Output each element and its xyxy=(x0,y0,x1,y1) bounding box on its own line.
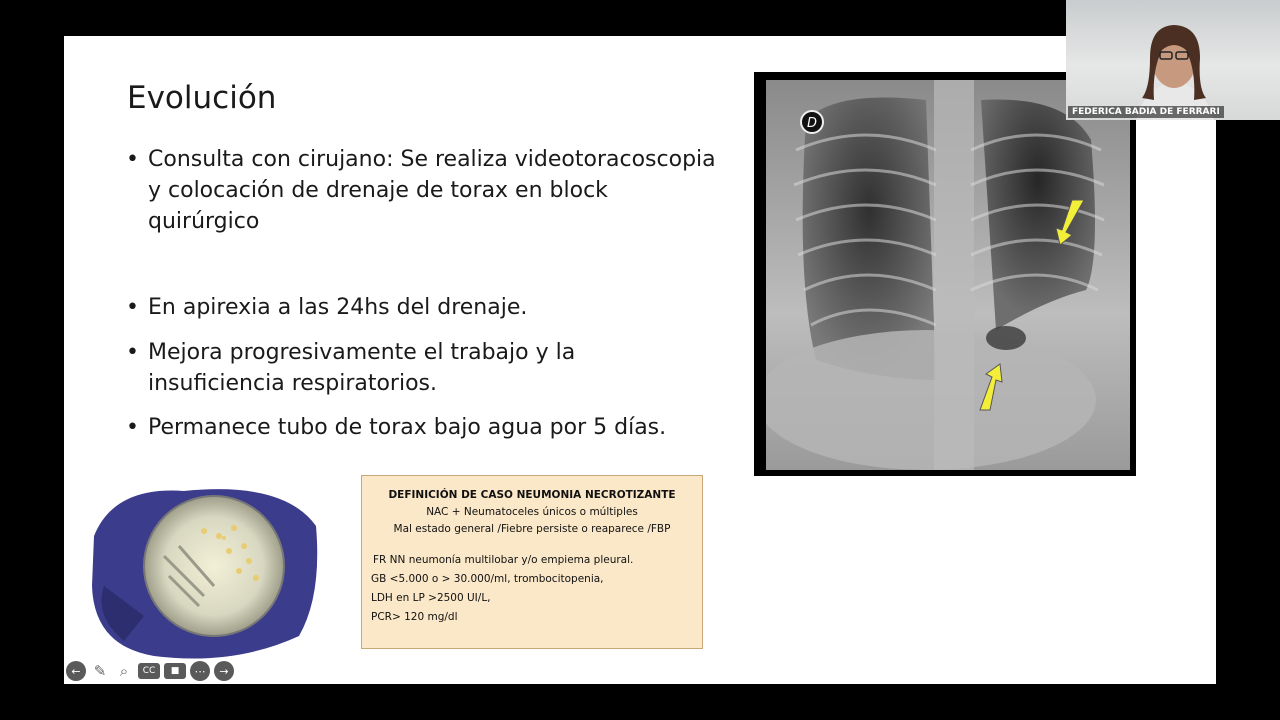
definition-line: Mal estado general /Fiebre persiste o reaparece /FBP xyxy=(393,523,671,535)
definition-line: FR NN neumonía multilobar y/o empiema pleural. xyxy=(373,554,634,566)
definition-heading: DEFINICIÓN DE CASO NEUMONIA NECROTIZANTE xyxy=(388,489,676,501)
definition-line: PCR> 120 mg/dl xyxy=(371,611,458,623)
captions-icon[interactable]: CC xyxy=(138,663,160,679)
definition-line: GB <5.000 o > 30.000/ml, trombocitopenia, xyxy=(371,573,604,585)
slide-title: Evolución xyxy=(127,80,277,116)
bullet-item: • En apirexia a las 24hs del drenaje. xyxy=(124,292,728,323)
pen-icon[interactable]: ✎ xyxy=(93,662,107,680)
participant-video-tile[interactable] xyxy=(1066,0,1280,120)
chest-xray-image xyxy=(754,72,1136,476)
xray-marker: D xyxy=(806,116,818,131)
bullet-item: • Permanece tubo de torax bajo agua por 5 días. xyxy=(124,412,748,443)
arrow-right-icon[interactable]: → xyxy=(214,661,234,681)
more-icon[interactable]: ⋯ xyxy=(190,661,210,681)
bullet-item: • Mejora progresivamente el trabajo y la insuficiencia respiratorios. xyxy=(124,337,718,399)
participant-name: FEDERICA BADIA DE FERRARI xyxy=(1068,106,1224,118)
bullet-item: • Consulta con cirujano: Se realiza videotoracoscopia y colocación de drenaje de torax en block quirúrgico xyxy=(124,144,718,237)
definition-line: NAC + Neumatoceles únicos o múltiples xyxy=(426,506,638,518)
slideshow-toolbar xyxy=(66,660,234,682)
participant-video-image xyxy=(1066,0,1280,120)
definition-box xyxy=(361,475,703,649)
magnifier-icon[interactable]: ⌕ xyxy=(119,662,129,680)
definition-line: LDH en LP >2500 UI/L, xyxy=(371,592,491,604)
petri-dish-image xyxy=(84,466,324,666)
screen-icon[interactable]: ■ xyxy=(164,663,186,679)
zoom-watermark: zoom xyxy=(1095,640,1208,686)
presentation-slide xyxy=(64,36,1216,684)
arrow-left-icon[interactable]: ← xyxy=(66,661,86,681)
